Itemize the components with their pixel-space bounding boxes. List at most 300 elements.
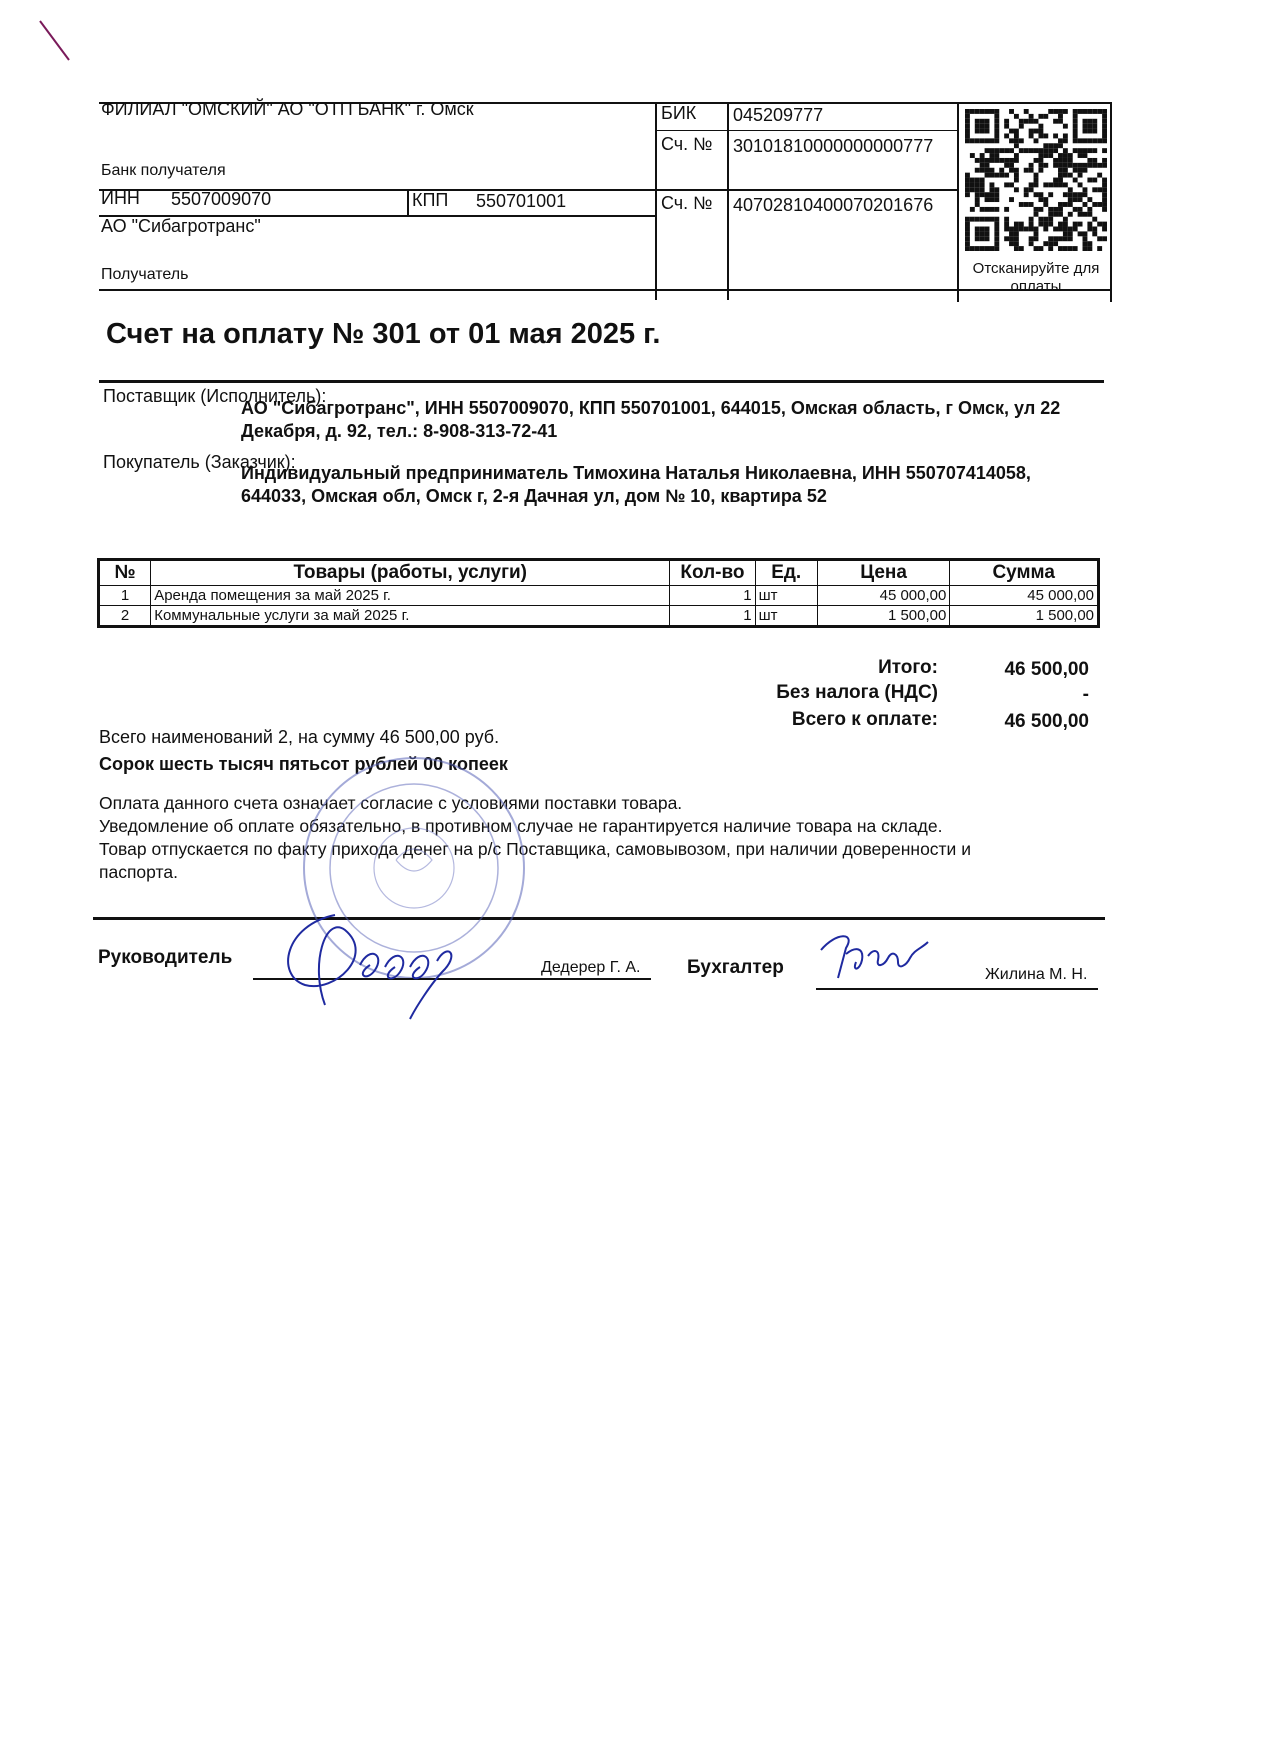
inn-value: 5507009070 bbox=[171, 189, 272, 209]
qr-module bbox=[1034, 119, 1039, 124]
qr-module bbox=[985, 173, 990, 178]
qr-module bbox=[980, 153, 985, 158]
qr-module bbox=[980, 217, 985, 222]
qr-module bbox=[980, 124, 985, 129]
qr-module bbox=[1087, 119, 1092, 124]
qr-module bbox=[1102, 227, 1107, 232]
qr-module bbox=[1083, 192, 1088, 197]
qr-module bbox=[1102, 119, 1107, 124]
account-label: Сч. № bbox=[661, 193, 713, 213]
qr-module bbox=[980, 227, 985, 232]
qr-module bbox=[1058, 173, 1063, 178]
qr-module bbox=[1087, 246, 1092, 251]
qr-module bbox=[1078, 182, 1083, 187]
qr-module bbox=[1014, 129, 1019, 134]
qr-module bbox=[1092, 231, 1097, 236]
qr-module bbox=[994, 227, 999, 232]
qr-module bbox=[1068, 173, 1073, 178]
due-label: Всего к оплате: bbox=[791, 709, 938, 730]
qr-module bbox=[1087, 138, 1092, 143]
qr-module bbox=[1087, 124, 1092, 129]
qr-module bbox=[1078, 192, 1083, 197]
qr-module bbox=[1038, 222, 1043, 227]
qr-module bbox=[1058, 212, 1063, 217]
qr-module bbox=[1068, 158, 1073, 163]
buyer-label: Покупатель (Заказчик): bbox=[103, 452, 296, 472]
row-num: 1 bbox=[99, 586, 151, 606]
qr-module bbox=[1043, 197, 1048, 202]
qr-module bbox=[989, 153, 994, 158]
qr-module bbox=[1073, 246, 1078, 251]
qr-module bbox=[985, 192, 990, 197]
qr-module bbox=[1014, 173, 1019, 178]
row-qty: 1 bbox=[670, 606, 755, 627]
qr-module bbox=[999, 173, 1004, 178]
qr-module bbox=[1009, 168, 1014, 173]
qr-module bbox=[1097, 246, 1102, 251]
qr-module bbox=[1058, 207, 1063, 212]
table-row bbox=[99, 586, 1099, 606]
qr-module bbox=[1053, 163, 1058, 168]
qr-module bbox=[1053, 182, 1058, 187]
qr-module bbox=[985, 217, 990, 222]
qr-module bbox=[1053, 148, 1058, 153]
qr-module bbox=[1014, 241, 1019, 246]
director-signature bbox=[265, 905, 495, 1015]
qr-module bbox=[1029, 168, 1034, 173]
qr-module bbox=[994, 109, 999, 114]
qr-module bbox=[1038, 192, 1043, 197]
qr-module bbox=[1068, 192, 1073, 197]
qr-module bbox=[1034, 178, 1039, 183]
col-header-num: № bbox=[99, 560, 151, 586]
qr-module bbox=[1073, 168, 1078, 173]
qr-module bbox=[1004, 173, 1009, 178]
row-unit: шт bbox=[755, 606, 817, 627]
qr-module bbox=[1048, 182, 1053, 187]
qr-module bbox=[1058, 202, 1063, 207]
qr-module bbox=[970, 109, 975, 114]
qr-module bbox=[1019, 227, 1024, 232]
qr-module bbox=[1092, 124, 1097, 129]
qr-module bbox=[1063, 138, 1068, 143]
qr-module bbox=[1073, 148, 1078, 153]
qr-module bbox=[1034, 246, 1039, 251]
qr-module bbox=[994, 246, 999, 251]
qr-module bbox=[989, 217, 994, 222]
qr-module bbox=[994, 133, 999, 138]
qr-module bbox=[980, 119, 985, 124]
qr-module bbox=[975, 197, 980, 202]
qr-module bbox=[1097, 236, 1102, 241]
qr-module bbox=[1004, 207, 1009, 212]
qr-module bbox=[1053, 227, 1058, 232]
qr-module bbox=[1092, 178, 1097, 183]
qr-module bbox=[1004, 182, 1009, 187]
qr-module bbox=[980, 182, 985, 187]
payment-terms bbox=[99, 792, 1049, 884]
qr-module bbox=[1014, 143, 1019, 148]
qr-module bbox=[994, 236, 999, 241]
qr-module bbox=[965, 217, 970, 222]
qr-module bbox=[1053, 212, 1058, 217]
qr-module bbox=[970, 187, 975, 192]
qr-module bbox=[1053, 133, 1058, 138]
qr-module bbox=[1034, 207, 1039, 212]
qr-module bbox=[970, 217, 975, 222]
row-unit: шт bbox=[755, 586, 817, 606]
qr-module bbox=[994, 148, 999, 153]
accountant-signature bbox=[816, 930, 934, 988]
qr-module bbox=[965, 109, 970, 114]
qr-module bbox=[975, 236, 980, 241]
qr-module bbox=[1063, 182, 1068, 187]
qr-module bbox=[1063, 124, 1068, 129]
qr-module bbox=[989, 168, 994, 173]
qr-module bbox=[1058, 182, 1063, 187]
row-name: Аренда помещения за май 2025 г. bbox=[151, 586, 670, 606]
table-row bbox=[99, 606, 1099, 627]
qr-module bbox=[1058, 153, 1063, 158]
qr-module bbox=[975, 124, 980, 129]
qr-module bbox=[1063, 158, 1068, 163]
qr-module bbox=[1048, 192, 1053, 197]
row-sum: 1 500,00 bbox=[950, 606, 1099, 627]
qr-module bbox=[1097, 138, 1102, 143]
qr-module bbox=[1063, 163, 1068, 168]
qr-module bbox=[1068, 202, 1073, 207]
director-label: Руководитель bbox=[98, 947, 233, 968]
recipient-label: Получатель bbox=[101, 266, 189, 283]
qr-module bbox=[1083, 124, 1088, 129]
qr-module bbox=[1097, 222, 1102, 227]
qr-module bbox=[1073, 163, 1078, 168]
qr-module bbox=[985, 119, 990, 124]
qr-module bbox=[1034, 236, 1039, 241]
qr-module bbox=[1038, 129, 1043, 134]
qr-module bbox=[1102, 163, 1107, 168]
qr-module bbox=[989, 138, 994, 143]
bank-label: Банк получателя bbox=[101, 162, 226, 179]
qr-module bbox=[1029, 241, 1034, 246]
qr-module bbox=[1058, 227, 1063, 232]
qr-module bbox=[1087, 109, 1092, 114]
qr-module bbox=[1019, 119, 1024, 124]
qr-module bbox=[1058, 119, 1063, 124]
qr-module bbox=[965, 119, 970, 124]
qr-module bbox=[980, 207, 985, 212]
qr-module bbox=[1097, 163, 1102, 168]
qr-module bbox=[1073, 133, 1078, 138]
qr-module bbox=[1009, 148, 1014, 153]
qr-module bbox=[1048, 207, 1053, 212]
qr-module bbox=[994, 197, 999, 202]
qr-module bbox=[980, 129, 985, 134]
row-price: 45 000,00 bbox=[817, 586, 950, 606]
qr-module bbox=[1092, 129, 1097, 134]
qr-module bbox=[1063, 153, 1068, 158]
qr-module bbox=[1083, 212, 1088, 217]
qr-module bbox=[1092, 119, 1097, 124]
pen-mark-icon bbox=[36, 18, 76, 64]
terms-line: Оплата данного счета означает согласие с условиями поставки товара. bbox=[99, 793, 683, 813]
qr-module bbox=[965, 178, 970, 183]
accountant-label: Бухгалтер bbox=[687, 957, 784, 978]
amount-in-words: Сорок шесть тысяч пятьсот рублей 00 копеек bbox=[99, 754, 508, 774]
qr-module bbox=[1078, 109, 1083, 114]
qr-module bbox=[1063, 246, 1068, 251]
qr-module bbox=[1009, 158, 1014, 163]
qr-module bbox=[1083, 187, 1088, 192]
qr-module bbox=[1038, 148, 1043, 153]
qr-module bbox=[1034, 231, 1039, 236]
qr-module bbox=[1038, 168, 1043, 173]
corr-account-label: Сч. № bbox=[661, 134, 713, 154]
qr-module bbox=[1102, 148, 1107, 153]
qr-module bbox=[975, 158, 980, 163]
qr-module bbox=[989, 192, 994, 197]
qr-module bbox=[989, 207, 994, 212]
qr-module bbox=[1068, 153, 1073, 158]
qr-module bbox=[1102, 138, 1107, 143]
qr-module bbox=[1078, 163, 1083, 168]
qr-module bbox=[1019, 246, 1024, 251]
qr-module bbox=[1087, 148, 1092, 153]
table-header-row bbox=[99, 560, 1099, 586]
qr-module bbox=[1004, 217, 1009, 222]
qr-module bbox=[999, 168, 1004, 173]
qr-module bbox=[1102, 182, 1107, 187]
qr-module bbox=[1009, 182, 1014, 187]
qr-module bbox=[1092, 202, 1097, 207]
qr-module bbox=[1014, 133, 1019, 138]
qr-module bbox=[1087, 222, 1092, 227]
qr-module bbox=[1038, 163, 1043, 168]
qr-module bbox=[1034, 227, 1039, 232]
qr-module bbox=[965, 192, 970, 197]
qr-module bbox=[985, 158, 990, 163]
qr-module bbox=[1078, 168, 1083, 173]
row-name: Коммунальные услуги за май 2025 г. bbox=[151, 606, 670, 627]
qr-module bbox=[1043, 153, 1048, 158]
qr-module bbox=[1078, 207, 1083, 212]
col-header-price: Цена bbox=[817, 560, 950, 586]
qr-module bbox=[1102, 236, 1107, 241]
accountant-sign-line bbox=[816, 988, 1098, 990]
qr-module bbox=[1083, 231, 1088, 236]
col-header-sum: Сумма bbox=[950, 560, 1099, 586]
qr-module bbox=[1102, 158, 1107, 163]
qr-module bbox=[975, 187, 980, 192]
inn-label: ИНН bbox=[101, 188, 140, 208]
qr-module bbox=[965, 182, 970, 187]
qr-module bbox=[1087, 129, 1092, 134]
qr-module bbox=[985, 246, 990, 251]
items-count-summary: Всего наименований 2, на сумму 46 500,00 руб. bbox=[99, 727, 500, 747]
qr-module bbox=[1087, 197, 1092, 202]
qr-module bbox=[1014, 222, 1019, 227]
qr-module bbox=[1024, 187, 1029, 192]
qr-module bbox=[975, 178, 980, 183]
qr-module bbox=[965, 231, 970, 236]
qr-module bbox=[1102, 197, 1107, 202]
row-price: 1 500,00 bbox=[817, 606, 950, 627]
qr-module bbox=[1102, 222, 1107, 227]
qr-module bbox=[994, 119, 999, 124]
qr-module bbox=[1078, 212, 1083, 217]
qr-module bbox=[1053, 236, 1058, 241]
qr-module bbox=[985, 168, 990, 173]
qr-module bbox=[1063, 202, 1068, 207]
bik-value: 045209777 bbox=[733, 105, 824, 125]
qr-module bbox=[965, 124, 970, 129]
qr-module bbox=[1053, 241, 1058, 246]
qr-module bbox=[1063, 222, 1068, 227]
qr-module bbox=[1073, 192, 1078, 197]
qr-module bbox=[1053, 158, 1058, 163]
qr-module bbox=[1048, 236, 1053, 241]
qr-module bbox=[1083, 202, 1088, 207]
qr-module bbox=[1038, 217, 1043, 222]
qr-module bbox=[1048, 241, 1053, 246]
qr-module bbox=[994, 192, 999, 197]
kpp-label: КПП bbox=[412, 190, 449, 210]
qr-module bbox=[1083, 153, 1088, 158]
qr-module bbox=[1029, 187, 1034, 192]
qr-module bbox=[1038, 114, 1043, 119]
qr-module bbox=[1063, 148, 1068, 153]
qr-module bbox=[1058, 236, 1063, 241]
qr-module bbox=[989, 187, 994, 192]
qr-module bbox=[1068, 212, 1073, 217]
qr-module bbox=[1083, 109, 1088, 114]
qr-module bbox=[1087, 163, 1092, 168]
qr-module bbox=[1009, 231, 1014, 236]
qr-module bbox=[1092, 187, 1097, 192]
qr-module bbox=[1073, 227, 1078, 232]
qr-module bbox=[1034, 173, 1039, 178]
qr-module bbox=[1019, 202, 1024, 207]
bik-label: БИК bbox=[661, 103, 697, 123]
qr-module bbox=[1102, 109, 1107, 114]
qr-module bbox=[1092, 148, 1097, 153]
payment-qr-code[interactable] bbox=[965, 109, 1107, 251]
qr-module bbox=[1063, 109, 1068, 114]
qr-module bbox=[1038, 124, 1043, 129]
due-value: 46 500,00 bbox=[1004, 711, 1089, 732]
invoice-title: Счет на оплату № 301 от 01 мая 2025 г. bbox=[106, 318, 661, 350]
qr-module bbox=[994, 158, 999, 163]
qr-module bbox=[1073, 138, 1078, 143]
qr-module bbox=[985, 163, 990, 168]
qr-module bbox=[1014, 178, 1019, 183]
qr-module bbox=[985, 231, 990, 236]
qr-module bbox=[1083, 168, 1088, 173]
qr-module bbox=[1034, 138, 1039, 143]
qr-module bbox=[1097, 173, 1102, 178]
qr-module bbox=[1058, 163, 1063, 168]
qr-module bbox=[1014, 236, 1019, 241]
qr-module bbox=[1024, 119, 1029, 124]
qr-module bbox=[1024, 202, 1029, 207]
qr-module bbox=[1092, 227, 1097, 232]
col-header-unit: Ед. bbox=[755, 560, 817, 586]
qr-module bbox=[1014, 231, 1019, 236]
qr-module bbox=[1004, 133, 1009, 138]
qr-module bbox=[1102, 207, 1107, 212]
qr-module bbox=[989, 197, 994, 202]
qr-module bbox=[965, 246, 970, 251]
qr-module bbox=[994, 173, 999, 178]
qr-module bbox=[1014, 153, 1019, 158]
qr-module bbox=[1009, 138, 1014, 143]
terms-line: Уведомление об оплате обязательно, в противном случае не гарантируется наличие товара на складе. bbox=[99, 816, 943, 836]
qr-module bbox=[1102, 114, 1107, 119]
qr-module bbox=[975, 192, 980, 197]
qr-module bbox=[1043, 202, 1048, 207]
qr-module bbox=[1063, 227, 1068, 232]
qr-module bbox=[975, 129, 980, 134]
qr-module bbox=[1078, 222, 1083, 227]
col-header-qty: Кол-во bbox=[670, 560, 755, 586]
corr-account-value: 30101810000000000777 bbox=[733, 136, 934, 156]
qr-module bbox=[1043, 133, 1048, 138]
qr-module bbox=[1087, 207, 1092, 212]
qr-module bbox=[999, 148, 1004, 153]
qr-module bbox=[1078, 148, 1083, 153]
qr-module bbox=[1053, 178, 1058, 183]
qr-module bbox=[1029, 133, 1034, 138]
qr-module bbox=[1009, 241, 1014, 246]
director-name: Дедерер Г. А. bbox=[541, 959, 641, 976]
qr-module bbox=[980, 138, 985, 143]
qr-module bbox=[1004, 148, 1009, 153]
qr-module bbox=[980, 168, 985, 173]
qr-module bbox=[980, 187, 985, 192]
qr-module bbox=[994, 114, 999, 119]
qr-module bbox=[980, 236, 985, 241]
qr-module bbox=[1043, 241, 1048, 246]
qr-module bbox=[1019, 148, 1024, 153]
qr-module bbox=[1078, 138, 1083, 143]
qr-module bbox=[1009, 129, 1014, 134]
qr-module bbox=[1073, 114, 1078, 119]
qr-module bbox=[980, 163, 985, 168]
buyer-text: Индивидуальный предприниматель Тимохина Наталья Николаевна, ИНН 550707414058, 644033, Омская обл, Омск г, 2-я Дачная ул, дом № 10, квартира 52 bbox=[241, 463, 1031, 506]
qr-module bbox=[1102, 187, 1107, 192]
qr-module bbox=[994, 129, 999, 134]
qr-module bbox=[1048, 143, 1053, 148]
qr-module bbox=[994, 217, 999, 222]
qr-module bbox=[980, 192, 985, 197]
supplier-text: АО "Сибагротранс", ИНН 5507009070, КПП 550701001, 644015, Омская область, г Омск, ул 22 Декабря, д. 92, тел.: 8-908-313-72-41 bbox=[241, 398, 1061, 441]
qr-module bbox=[989, 148, 994, 153]
qr-module bbox=[1068, 246, 1073, 251]
qr-module bbox=[1048, 109, 1053, 114]
qr-module bbox=[1058, 178, 1063, 183]
qr-module bbox=[1019, 124, 1024, 129]
qr-module bbox=[965, 133, 970, 138]
qr-module bbox=[1029, 217, 1034, 222]
qr-module bbox=[970, 138, 975, 143]
row-sum: 45 000,00 bbox=[950, 586, 1099, 606]
qr-module bbox=[1078, 153, 1083, 158]
qr-module bbox=[994, 207, 999, 212]
qr-module bbox=[1038, 197, 1043, 202]
qr-module bbox=[1014, 114, 1019, 119]
qr-module bbox=[1004, 236, 1009, 241]
qr-module bbox=[989, 173, 994, 178]
